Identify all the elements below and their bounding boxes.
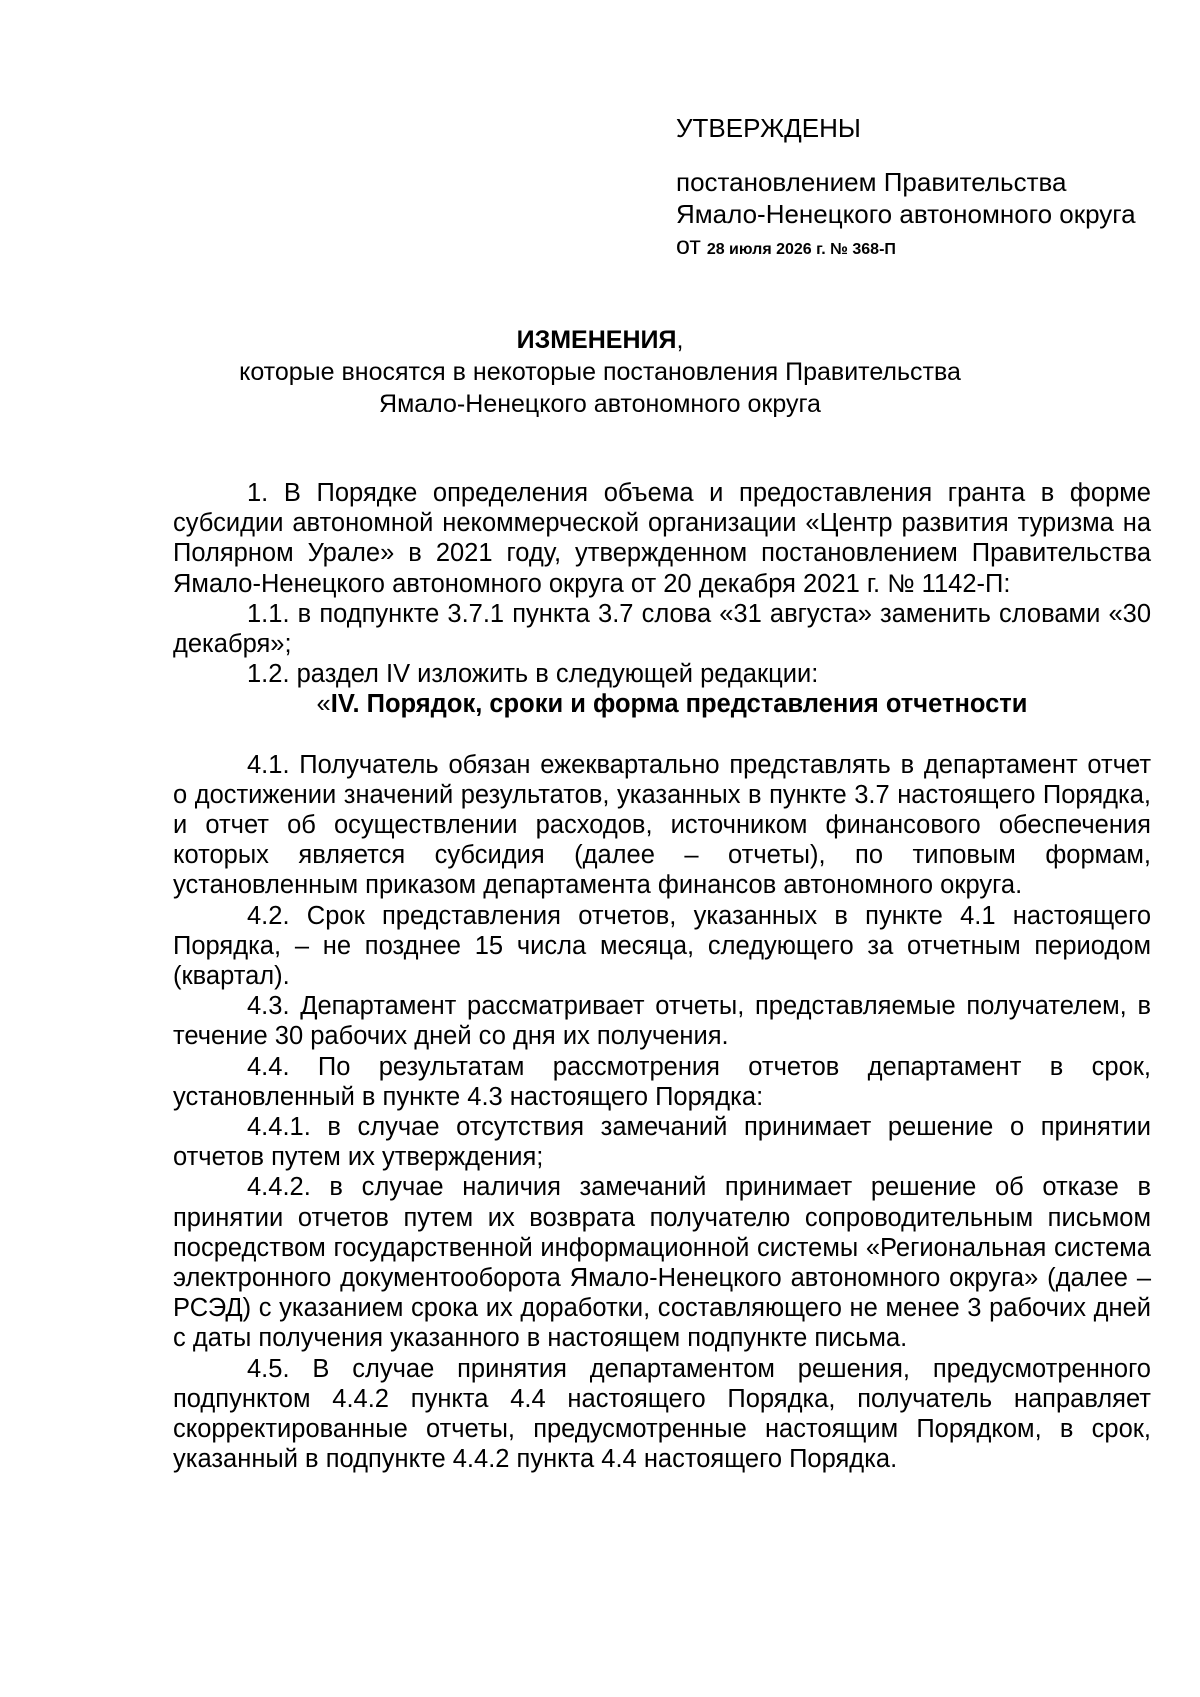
approval-from: от (676, 232, 701, 260)
title-sub-1: которые вносятся в некоторые постановления Правительства (239, 358, 961, 386)
document-title (150, 324, 1050, 420)
approval-line-2: Ямало-Ненецкого автономного округа (676, 199, 1136, 229)
title-sub-2: Ямало-Ненецкого автономного округа (379, 390, 821, 418)
approval-line-1: постановлением Правительства (676, 167, 1067, 197)
paragraph-4-5: 4.5. В случае принятия департаментом решения, предусмотренного подпунктом 4.4.2 пункта 4.4 настоящего Порядка, получатель направляет скорректированные отчеты, предусмотренные настоящим Порядком, в срок, указанный в подпункте 4.4.2 пункта 4.4 настоящего Порядка. (173, 1354, 1151, 1474)
paragraph-4-4-1: 4.4.1. в случае отсутствия замечаний принимает решение о принятии отчетов путем их утверждения; (173, 1113, 1151, 1172)
section-quote: « (316, 690, 331, 719)
paragraph-4-3: 4.3. Департамент рассматривает отчеты, представляемые получателем, в течение 30 рабочих дней со дня их получения. (173, 992, 1151, 1051)
paragraph-4-1: 4.1. Получатель обязан ежеквартально представлять в департамент отчет о достижении значений результатов, указанных в пункте 3.7 настоящего Порядка, и отчет об осуществлении расходов, источником финансового обеспечения которых является субсидия (далее – отчеты), по типовым формам, установленным приказом департамента финансов автономного округа. (173, 750, 1151, 900)
approval-date: 28 июля 2026 г. № 368-П (706, 241, 896, 258)
paragraph-4-2: 4.2. Срок представления отчетов, указанных в пункте 4.1 настоящего Порядка, – не позднее 15 числа месяца, следующего за отчетным периодом (квартал). (173, 901, 1151, 991)
section-title: IV. Порядок, сроки и форма представления отчетности (330, 690, 1028, 719)
document-body (173, 478, 1151, 1475)
section-heading (173, 689, 1151, 719)
paragraph-4-4-2: 4.4.2. в случае наличия замечаний принимает решение об отказе в принятии отчетов путем их возврата получателю сопроводительным письмом посредством государственной информационной системы «Региональная система электронного документооборота Ямало-Ненецкого автономного округа» (далее – РСЭД) с указанием срока их доработки, составляющего не менее 3 рабочих дней с даты получения указанного в настоящем подпункте письма. (173, 1173, 1151, 1353)
paragraph-1-1: 1.1. в подпункте 3.7.1 пункта 3.7 слова «31 августа» заменить словами «30 декабря»; (173, 599, 1151, 659)
approval-block (676, 112, 1136, 266)
paragraph-4-4: 4.4. По результатам рассмотрения отчетов департамент в срок, установленный в пункте 4.3 настоящего Порядка: (173, 1052, 1151, 1111)
title-comma: , (676, 326, 684, 354)
approval-heading: УТВЕРЖДЕНЫ (676, 113, 861, 143)
title-main: ИЗМЕНЕНИЯ (516, 326, 677, 354)
approval-date-line (676, 230, 1136, 266)
section-gap (173, 720, 1151, 750)
paragraph-1-2: 1.2. раздел IV изложить в следующей редакции: (247, 660, 819, 689)
paragraph-1: 1. В Порядке определения объема и предоставления гранта в форме субсидии автономной некоммерческой организации «Центр развития туризма на Полярном Урале» в 2021 году, утвержденном постановлением Правительства Ямало-Ненецкого автономного округа от 20 декабря 2021 г. № 1142-П: (173, 479, 1151, 598)
